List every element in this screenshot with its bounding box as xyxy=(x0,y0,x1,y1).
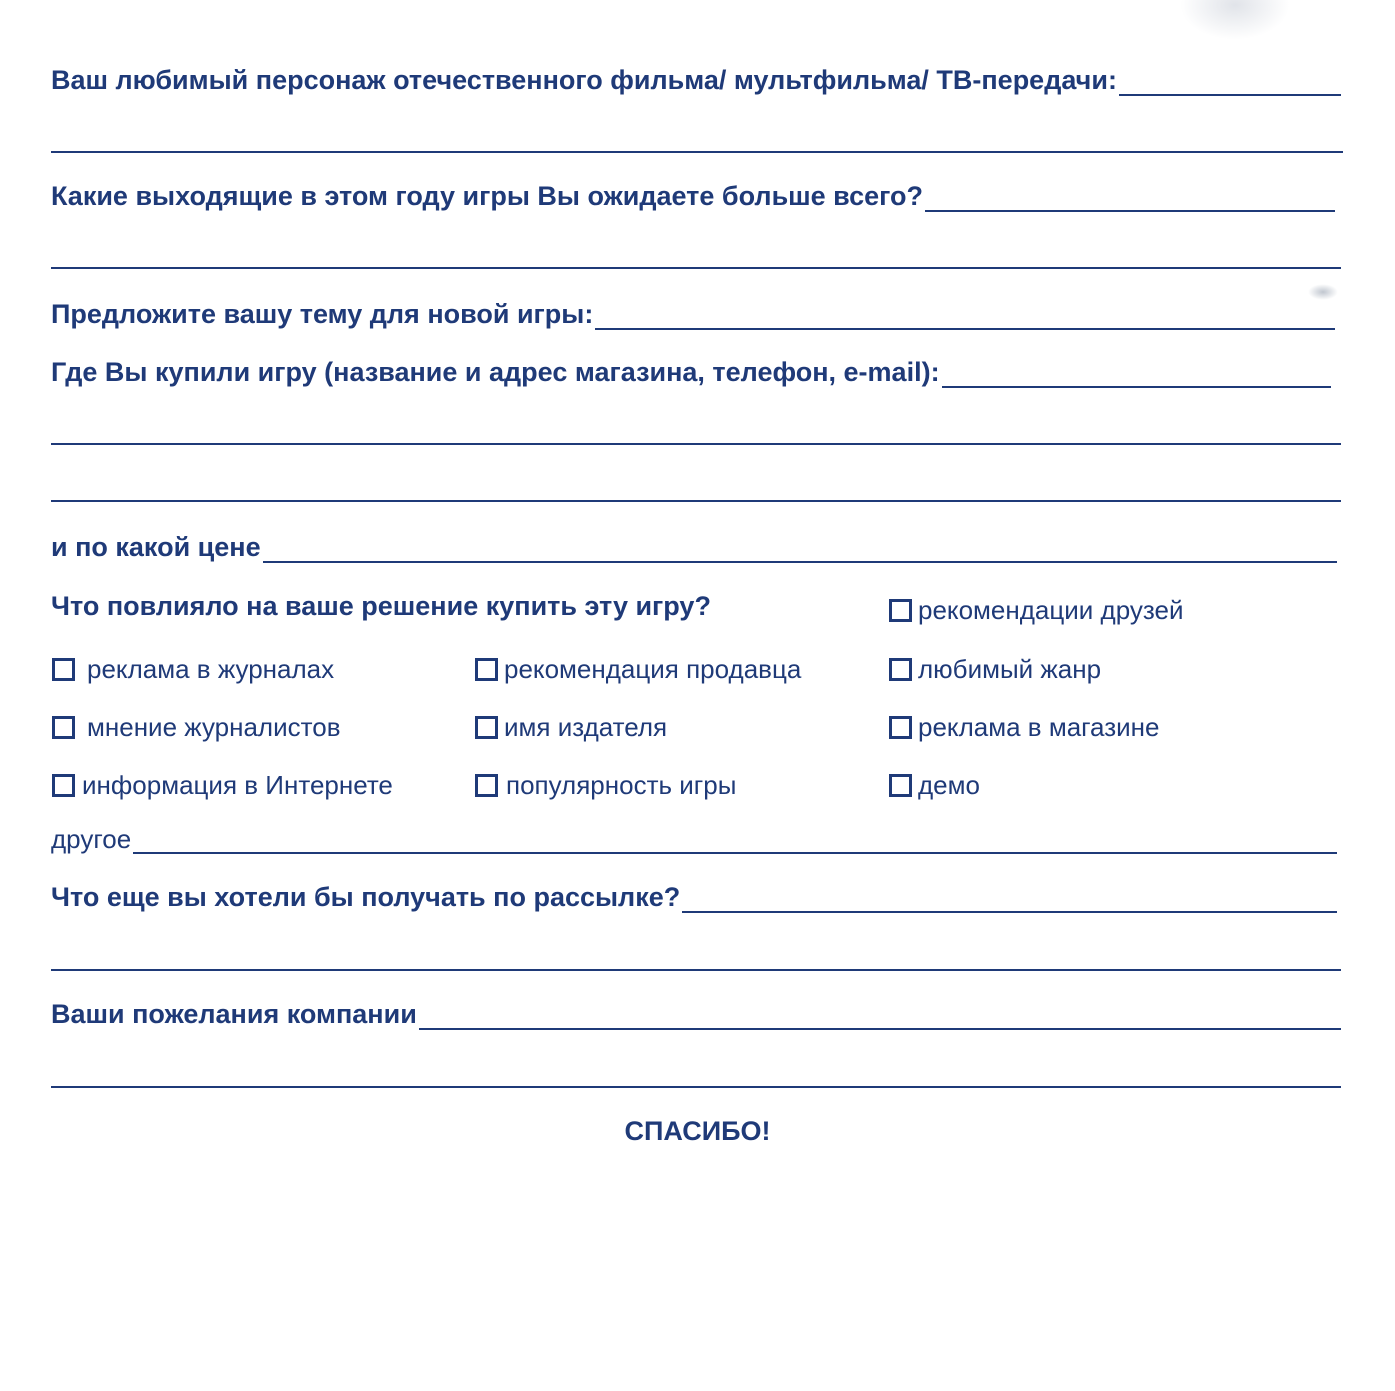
internet-label: информация в Интернете xyxy=(82,770,393,800)
scan-smudge xyxy=(1308,284,1338,300)
option-magazine-ads[interactable] xyxy=(52,656,334,682)
expected-games-field[interactable] xyxy=(925,208,1335,212)
seller-label: рекомендация продавца xyxy=(504,654,802,684)
seller-checkbox[interactable] xyxy=(475,658,498,681)
genre-label: любимый жанр xyxy=(918,654,1102,684)
price-field[interactable] xyxy=(263,559,1337,563)
wishes-question xyxy=(51,1001,1341,1028)
other-field[interactable] xyxy=(133,850,1337,854)
magazine-ads-checkbox[interactable] xyxy=(52,658,75,681)
mailing-field[interactable] xyxy=(682,909,1337,913)
favorite-character-question xyxy=(51,67,1341,94)
popularity-checkbox[interactable] xyxy=(475,774,498,797)
expected-games-question xyxy=(51,183,1335,210)
new-theme-field[interactable] xyxy=(595,326,1335,330)
journalists-label: мнение журналистов xyxy=(87,712,341,742)
new-theme-question xyxy=(51,301,1335,328)
expected-games-field-line-2[interactable] xyxy=(51,267,1341,269)
store-ads-checkbox[interactable] xyxy=(889,716,912,739)
friends-checkbox[interactable] xyxy=(889,599,912,622)
where-bought-field[interactable] xyxy=(942,384,1331,388)
wishes-field[interactable] xyxy=(419,1026,1341,1030)
expected-games-label: Какие выходящие в этом году игры Вы ожидаете больше всего? xyxy=(51,181,924,211)
influence-label: Что повлияло на ваше решение купить эту игру? xyxy=(51,591,711,621)
favorite-character-label: Ваш любимый персонаж отечественного фильма/ мультфильма/ ТВ-передачи: xyxy=(51,65,1117,95)
mailing-field-line-2[interactable] xyxy=(51,969,1341,971)
favorite-character-field[interactable] xyxy=(1119,92,1341,96)
wishes-field-line-2[interactable] xyxy=(51,1086,1341,1088)
price-label: и по какой цене xyxy=(51,532,261,562)
popularity-label: популярность игры xyxy=(506,770,737,800)
where-bought-field-line-2[interactable] xyxy=(51,443,1341,445)
demo-checkbox[interactable] xyxy=(889,774,912,797)
publisher-label: имя издателя xyxy=(504,712,668,742)
option-genre[interactable] xyxy=(889,656,1101,682)
friends-label: рекомендации друзей xyxy=(918,595,1184,625)
option-journalists[interactable] xyxy=(52,714,341,740)
store-ads-label: реклама в магазине xyxy=(918,712,1160,742)
mailing-question xyxy=(51,884,1337,911)
wishes-label: Ваши пожелания компании xyxy=(51,999,417,1029)
other-question xyxy=(51,826,1337,852)
favorite-character-field-line-2[interactable] xyxy=(51,151,1343,153)
genre-checkbox[interactable] xyxy=(889,658,912,681)
where-bought-label: Где Вы купили игру (название и адрес магазина, телефон, e-mail): xyxy=(51,357,940,387)
thanks-text: СПАСИБО! xyxy=(624,1116,771,1146)
magazine-ads-label: реклама в журналах xyxy=(87,654,335,684)
influence-question xyxy=(51,593,711,620)
journalists-checkbox[interactable] xyxy=(52,716,75,739)
option-demo[interactable] xyxy=(889,772,980,798)
scan-smudge xyxy=(1180,0,1290,40)
other-label: другое xyxy=(51,824,132,854)
new-theme-label: Предложите вашу тему для новой игры: xyxy=(51,299,594,329)
option-store-ads[interactable] xyxy=(889,714,1160,740)
internet-checkbox[interactable] xyxy=(52,774,75,797)
publisher-checkbox[interactable] xyxy=(475,716,498,739)
price-question xyxy=(51,534,1337,561)
option-popularity[interactable] xyxy=(475,772,736,798)
option-friends[interactable] xyxy=(889,597,1183,623)
mailing-label: Что еще вы хотели бы получать по рассылке? xyxy=(51,882,681,912)
where-bought-question xyxy=(51,359,1331,386)
option-internet[interactable] xyxy=(52,772,393,798)
option-seller[interactable] xyxy=(475,656,801,682)
where-bought-field-line-3[interactable] xyxy=(51,500,1341,502)
option-publisher[interactable] xyxy=(475,714,667,740)
demo-label: демо xyxy=(918,770,980,800)
